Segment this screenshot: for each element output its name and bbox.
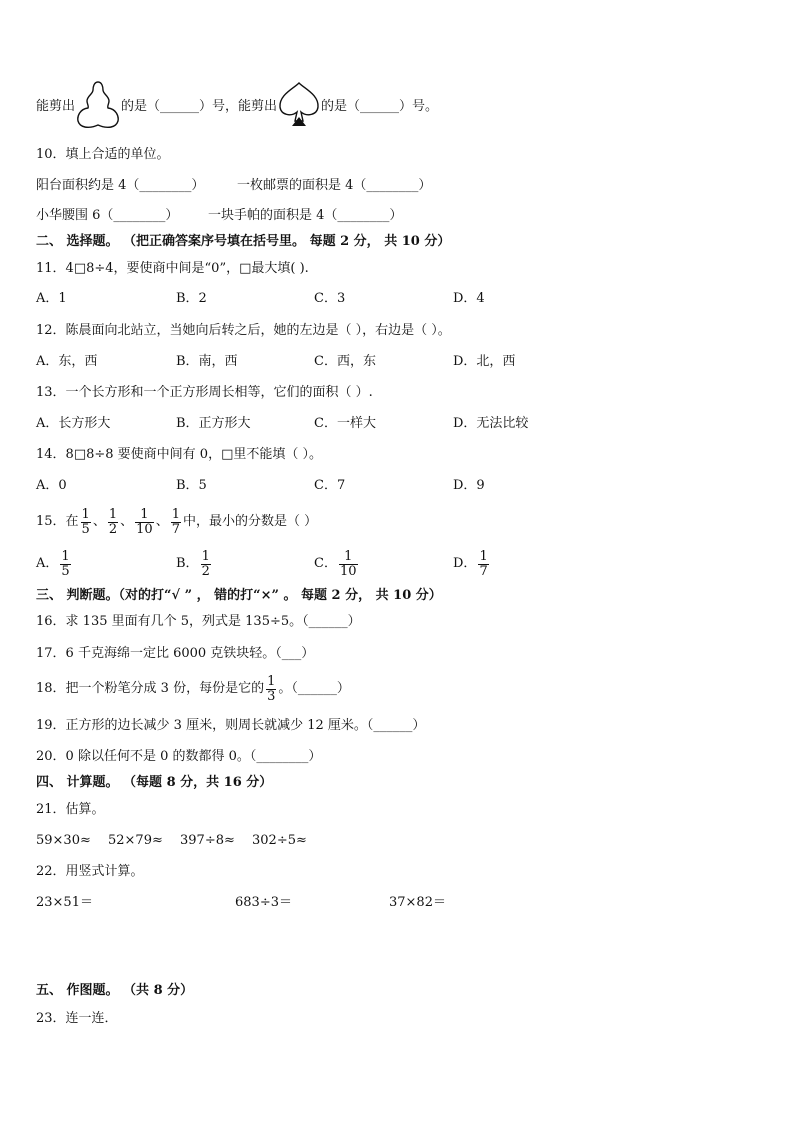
q11-option-a: A．1 (36, 291, 67, 306)
section-4-title: 四、 计算题。 （每题 8 分，共 16 分） (36, 775, 273, 790)
q12-option-c: C．西，东 (314, 354, 376, 369)
q10-row1-b: 一枚邮票的面积是 4（________） (237, 178, 432, 193)
question-12-stem: 12．陈晨面向北站立，当她向后转之后，她的左边是（ ），右边是（ ）。 (36, 323, 451, 338)
q11-option-b: B．2 (176, 291, 207, 306)
q13-option-c: C．一样大 (314, 416, 376, 431)
section-3-title: 三、 判断题。（对的打“√ ” ， 错的打“×” 。 每题 2 分， 共 10 分） (36, 588, 442, 603)
q12-option-d: D．北，西 (453, 354, 516, 369)
q21-item-4: 302÷5≈ (252, 833, 307, 848)
question-13-stem: 13．一个长方形和一个正方形周长相等，它们的面积（ ）. (36, 385, 373, 400)
q10-row2-b: 一块手帕的面积是 4（________） (208, 208, 403, 223)
q11-option-d: D．4 (453, 291, 485, 306)
question-20-stem: 20．0 除以任何不是 0 的数都得 0。（________） (36, 749, 322, 764)
q15-fraction-3: $\frac{1}{10}$ (136, 506, 153, 537)
q10-row2-a: 小华腰围 6（________） (36, 208, 179, 223)
question-17-stem: 17．6 千克海绵一定比 6000 克铁块轻。（___） (36, 646, 315, 661)
q15-fraction-4: $\frac{1}{7}$ (171, 506, 180, 537)
gourd-shape-icon (75, 79, 121, 136)
q15-separator: 、 (120, 514, 134, 529)
q13-option-a: A．长方形大 (36, 416, 111, 431)
question-21-stem: 21．估算。 (36, 802, 105, 817)
q22-item-1: 23×51＝ (36, 895, 93, 910)
q14-option-c: C．7 (314, 478, 346, 493)
q13-option-d: D．无法比较 (453, 416, 529, 431)
spade-shape-icon (277, 79, 321, 136)
q10-row1-a: 阳台面积约是 4（________） (36, 178, 205, 193)
q14-option-b: B．5 (176, 478, 207, 493)
q15-suffix: 中，最小的分数是（ ） (182, 514, 318, 529)
question-18-stem: 18．把一个粉笔分成 3 份，每份是它的 $\frac{1}{3}$ 。（______） (36, 673, 350, 704)
question-10-stem: 10．填上合适的单位。 (36, 147, 170, 162)
q9-middle-1: 的是（______）号，能剪出 (121, 99, 278, 114)
q9-middle-2: 的是（______）号。 (321, 99, 439, 114)
q21-item-1: 59×30≈ (36, 833, 91, 848)
q14-option-d: D．9 (453, 478, 485, 493)
section-5-title: 五、 作图题。 （共 8 分） (36, 983, 194, 998)
q12-option-b: B．南，西 (176, 354, 238, 369)
q21-item-2: 52×79≈ (108, 833, 163, 848)
q15-fraction-2: $\frac{1}{2}$ (108, 506, 118, 537)
q11-option-c: C．3 (314, 291, 346, 306)
question-22-stem: 22．用竖式计算。 (36, 864, 144, 879)
q15-option-b: B． $\frac{1}{2}$ (176, 548, 210, 579)
q18-fraction: $\frac{1}{3}$ (267, 673, 276, 704)
question-19-stem: 19．正方形的边长减少 3 厘米，则周长就减少 12 厘米。（______） (36, 718, 426, 733)
q15-fraction-1: $\frac{1}{5}$ (81, 506, 90, 537)
q15-separator: 、 (92, 514, 106, 529)
question-15-stem (36, 504, 317, 540)
q13-option-b: B．正方形大 (176, 416, 251, 431)
q21-item-3: 397÷8≈ (180, 833, 235, 848)
q22-item-2: 683÷3＝ (235, 895, 292, 910)
q15-separator: 、 (155, 514, 169, 529)
q12-option-a: A．东，西 (36, 354, 98, 369)
q22-item-3: 37×82＝ (389, 895, 446, 910)
question-16-stem: 16．求 135 里面有几个 5，列式是 135÷5。（______） (36, 614, 361, 629)
q15-option-c: C． $\frac{1}{10}$ (314, 548, 357, 579)
question-14-stem: 14．8□8÷8 要使商中间有 0，□里不能填（ ）。 (36, 447, 322, 462)
q14-option-a: A．0 (36, 478, 67, 493)
question-23-stem: 23．连一连． (36, 1011, 118, 1026)
q9-prefix-1: 能剪出 (36, 99, 76, 114)
q15-option-d: D． $\frac{1}{7}$ (453, 548, 488, 579)
question-11-stem: 11．4□8÷4，要使商中间是“0”，□最大填( ). (36, 261, 309, 276)
q15-option-a: A． $\frac{1}{5}$ (36, 548, 70, 579)
q15-prefix: 15．在 (36, 514, 79, 529)
question-9-line (36, 82, 438, 132)
section-2-title: 二、 选择题。 （把正确答案序号填在括号里。 每题 2 分， 共 10 分） (36, 234, 451, 249)
